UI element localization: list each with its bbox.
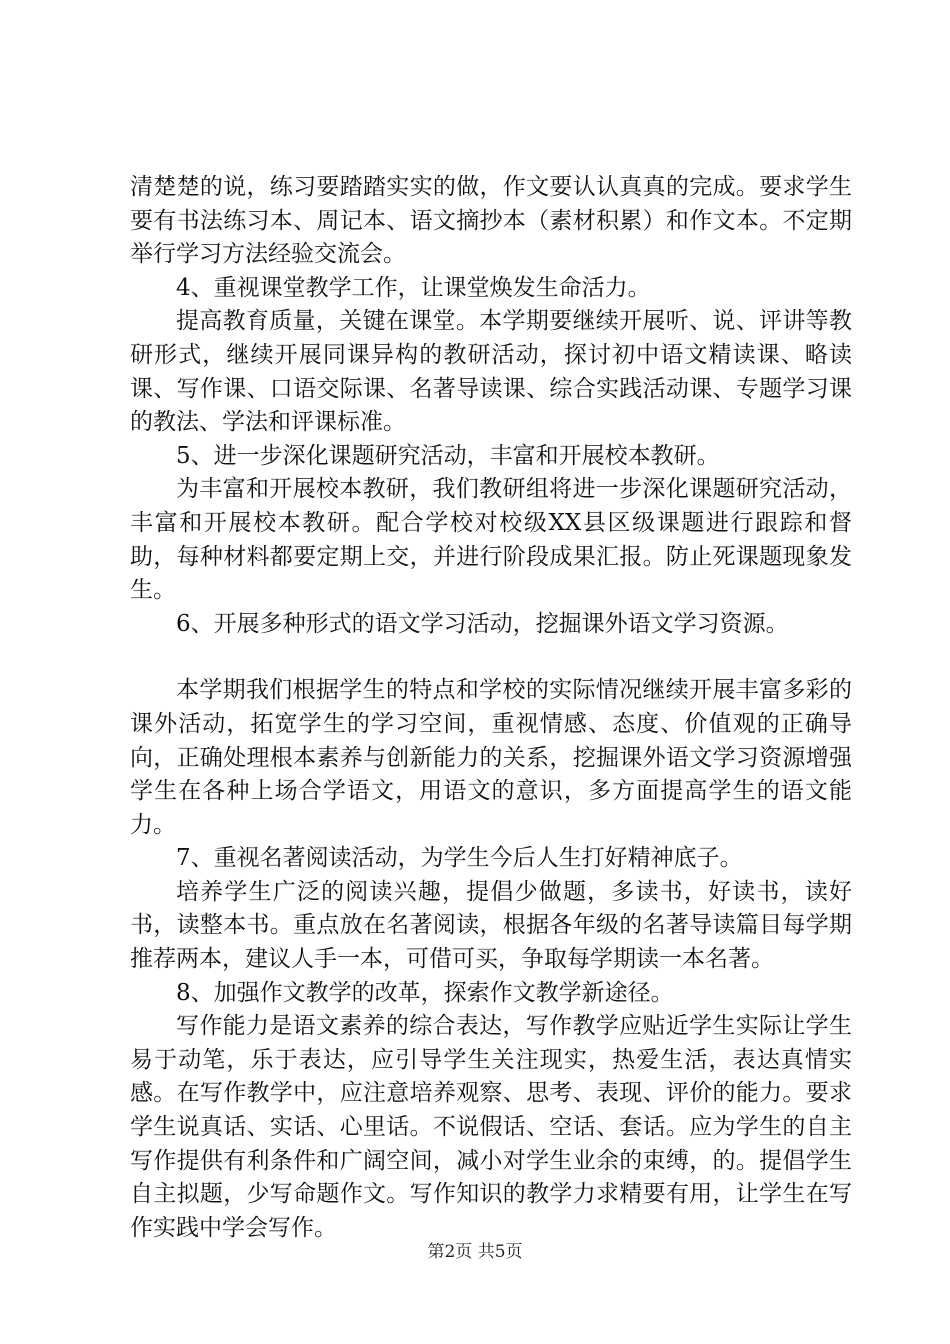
paragraph: 培养学生广泛的阅读兴趣，提倡少做题，多读书，好读书，读好书，读整本书。重点放在名著阅读，根据各年级的名著导读篇目每学期推荐两本，建议人手一本，可借可买，争取每学期读一本名著。 — [130, 878, 852, 973]
section-heading-4: 4、重视课堂教学工作，让课堂焕发生命活力。 — [176, 274, 651, 301]
section-heading-6: 6、开展多种形式的语文学习活动，挖掘课外语文学习资源。 — [176, 610, 789, 637]
section-heading-5: 5、进一步深化课题研究活动，丰富和开展校本教研。 — [176, 442, 720, 469]
section-heading-7: 7、重视名著阅读活动，为学生今后人生打好精神底子。 — [176, 845, 743, 872]
paragraph: 为丰富和开展校本教研，我们教研组将进一步深化课题研究活动，丰富和开展校本教研。配合学校对校级XX县区级课题进行跟踪和督助，每种材料都要定期上交，并进行阶段成果汇报。防止死课题现象发生。 — [130, 476, 852, 604]
paragraph: 本学期我们根据学生的特点和学校的实际情况继续开展丰富多彩的课外活动，拓宽学生的学习空间，重视情感、态度、价值观的正确导向，正确处理根本素养与创新能力的关系，挖掘课外语文学习资源增强学生在各种上场合学语文，用语文的意识，多方面提高学生的语文能力。 — [130, 677, 852, 838]
paragraph: 写作能力是语文素养的综合表达，写作教学应贴近学生实际让学生易于动笔，乐于表达，应引导学生关注现实，热爱生活，表达真情实感。在写作教学中，应注意培养观察、思考、表现、评价的能力。要求学生说真话、实话、心里话。不说假话、空话、套话。应为学生的自主写作提供有利条件和广阔空间，减小对学生业余的束缚，的。提倡学生自主拟题，少写命题作文。写作知识的教学力求精要有用，让学生在写作实践中学会写作。 — [130, 1013, 852, 1241]
paragraph: 提高教育质量，关键在课堂。本学期要继续开展听、说、评讲等教研形式，继续开展同课异构的教研活动，探讨初中语文精读课、略读课、写作课、口语交际课、名著导读课、综合实践活动课、专题学习课的教法、学法和评课标准。 — [130, 308, 852, 436]
document-body — [130, 171, 852, 1245]
paragraph-continuation: 清楚楚的说，练习要踏踏实实的做，作文要认认真真的完成。要求学生要有书法练习本、周记本、语文摘抄本（素材积累）和作文本。不定期举行学习方法经验交流会。 — [130, 174, 852, 268]
page-footer: 第2页 共5页 — [427, 1242, 523, 1262]
section-heading-8: 8、加强作文教学的改革，探索作文教学新途径。 — [176, 979, 674, 1006]
